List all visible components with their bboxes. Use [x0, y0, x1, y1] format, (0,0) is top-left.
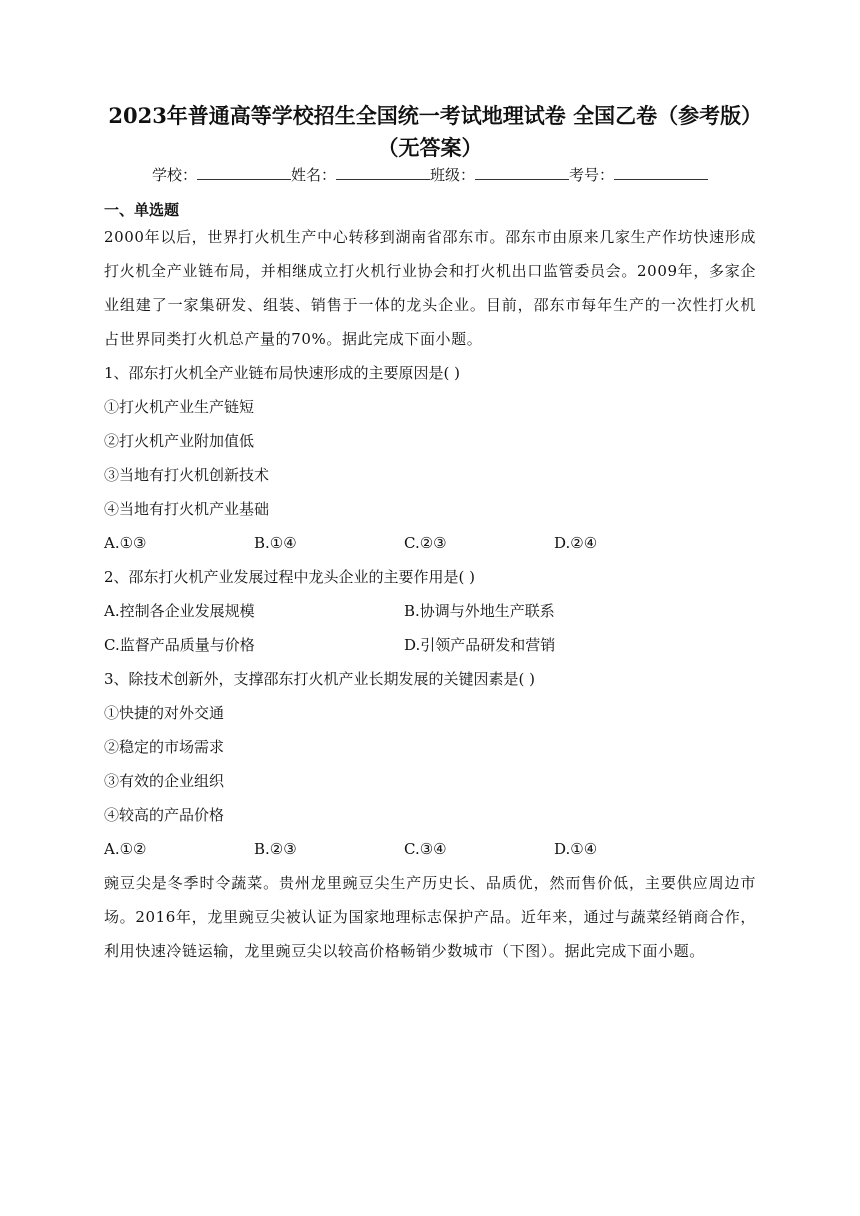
choice-b: B.协调与外地生产联系 — [404, 602, 555, 620]
choice-a: A.①③ — [104, 534, 147, 552]
student-info-line — [104, 164, 756, 186]
exam-no-label: 考号： — [569, 166, 615, 184]
question-1-choices — [104, 526, 756, 560]
choice-d: D.①④ — [554, 840, 598, 858]
passage-lighter: 2000年以后，世界打火机生产中心转移到湖南省邵东市。邵东市由原来几家生产作坊快速形成打火机全产业链布局，并相继成立打火机行业协会和打火机出口监管委员会。2009年，多家企业组建了一家集研发、组装、销售于一体的龙头企业。目前，邵东市每年生产的一次性打火机占世界同类打火机总产量的70%。据此完成下面小题。 — [104, 228, 756, 348]
question-1-stem: 1、邵东打火机全产业链布局快速形成的主要原因是( ) — [104, 364, 461, 382]
name-blank — [336, 165, 430, 180]
choice-a: A.①② — [104, 840, 147, 858]
choice-a: A.控制各企业发展规模 — [104, 602, 255, 620]
choice-d: D.②④ — [554, 534, 598, 552]
question-1-item: ④当地有打火机产业基础 — [104, 500, 270, 518]
choice-c: C.③④ — [404, 840, 447, 858]
choice-d: D.引领产品研发和营销 — [404, 636, 556, 654]
question-2-choices — [104, 594, 756, 662]
passage-pea-shoots: 豌豆尖是冬季时令蔬菜。贵州龙里豌豆尖生产历史长、品质优，然而售价低，主要供应周边市场。2016年，龙里豌豆尖被认证为国家地理标志保护产品。近年来，通过与蔬菜经销商合作，利用快速冷链运输，龙里豌豆尖以较高价格畅销少数城市（下图）。据此完成下面小题。 — [104, 874, 756, 960]
question-3-item: ②稳定的市场需求 — [104, 738, 225, 756]
question-3-choices — [104, 832, 756, 866]
school-blank — [197, 165, 291, 180]
question-3-item: ①快捷的对外交通 — [104, 704, 225, 722]
question-2-stem: 2、邵东打火机产业发展过程中龙头企业的主要作用是( ) — [104, 568, 476, 586]
choice-c: C.②③ — [404, 534, 447, 552]
choice-c: C.监督产品质量与价格 — [104, 636, 255, 654]
school-label: 学校： — [151, 166, 197, 184]
choice-b: B.②③ — [254, 840, 297, 858]
question-1-item: ③当地有打火机创新技术 — [104, 466, 270, 484]
question-3-stem: 3、除技术创新外，支撑邵东打火机产业长期发展的关键因素是( ) — [104, 670, 536, 688]
choice-b: B.①④ — [254, 534, 297, 552]
question-3-item: ③有效的企业组织 — [104, 772, 225, 790]
exam-page — [104, 100, 756, 968]
exam-no-blank — [614, 165, 708, 180]
exam-title: 2023年普通高等学校招生全国统一考试地理试卷 全国乙卷（参考版）（无答案） — [108, 103, 752, 160]
question-3-item: ④较高的产品价格 — [104, 806, 225, 824]
class-label: 班级： — [430, 166, 476, 184]
question-1-item: ②打火机产业附加值低 — [104, 432, 255, 450]
section-heading: 一、单选题 — [104, 201, 180, 219]
class-blank — [475, 165, 569, 180]
question-1-item: ①打火机产业生产链短 — [104, 398, 255, 416]
name-label: 姓名： — [290, 166, 336, 184]
